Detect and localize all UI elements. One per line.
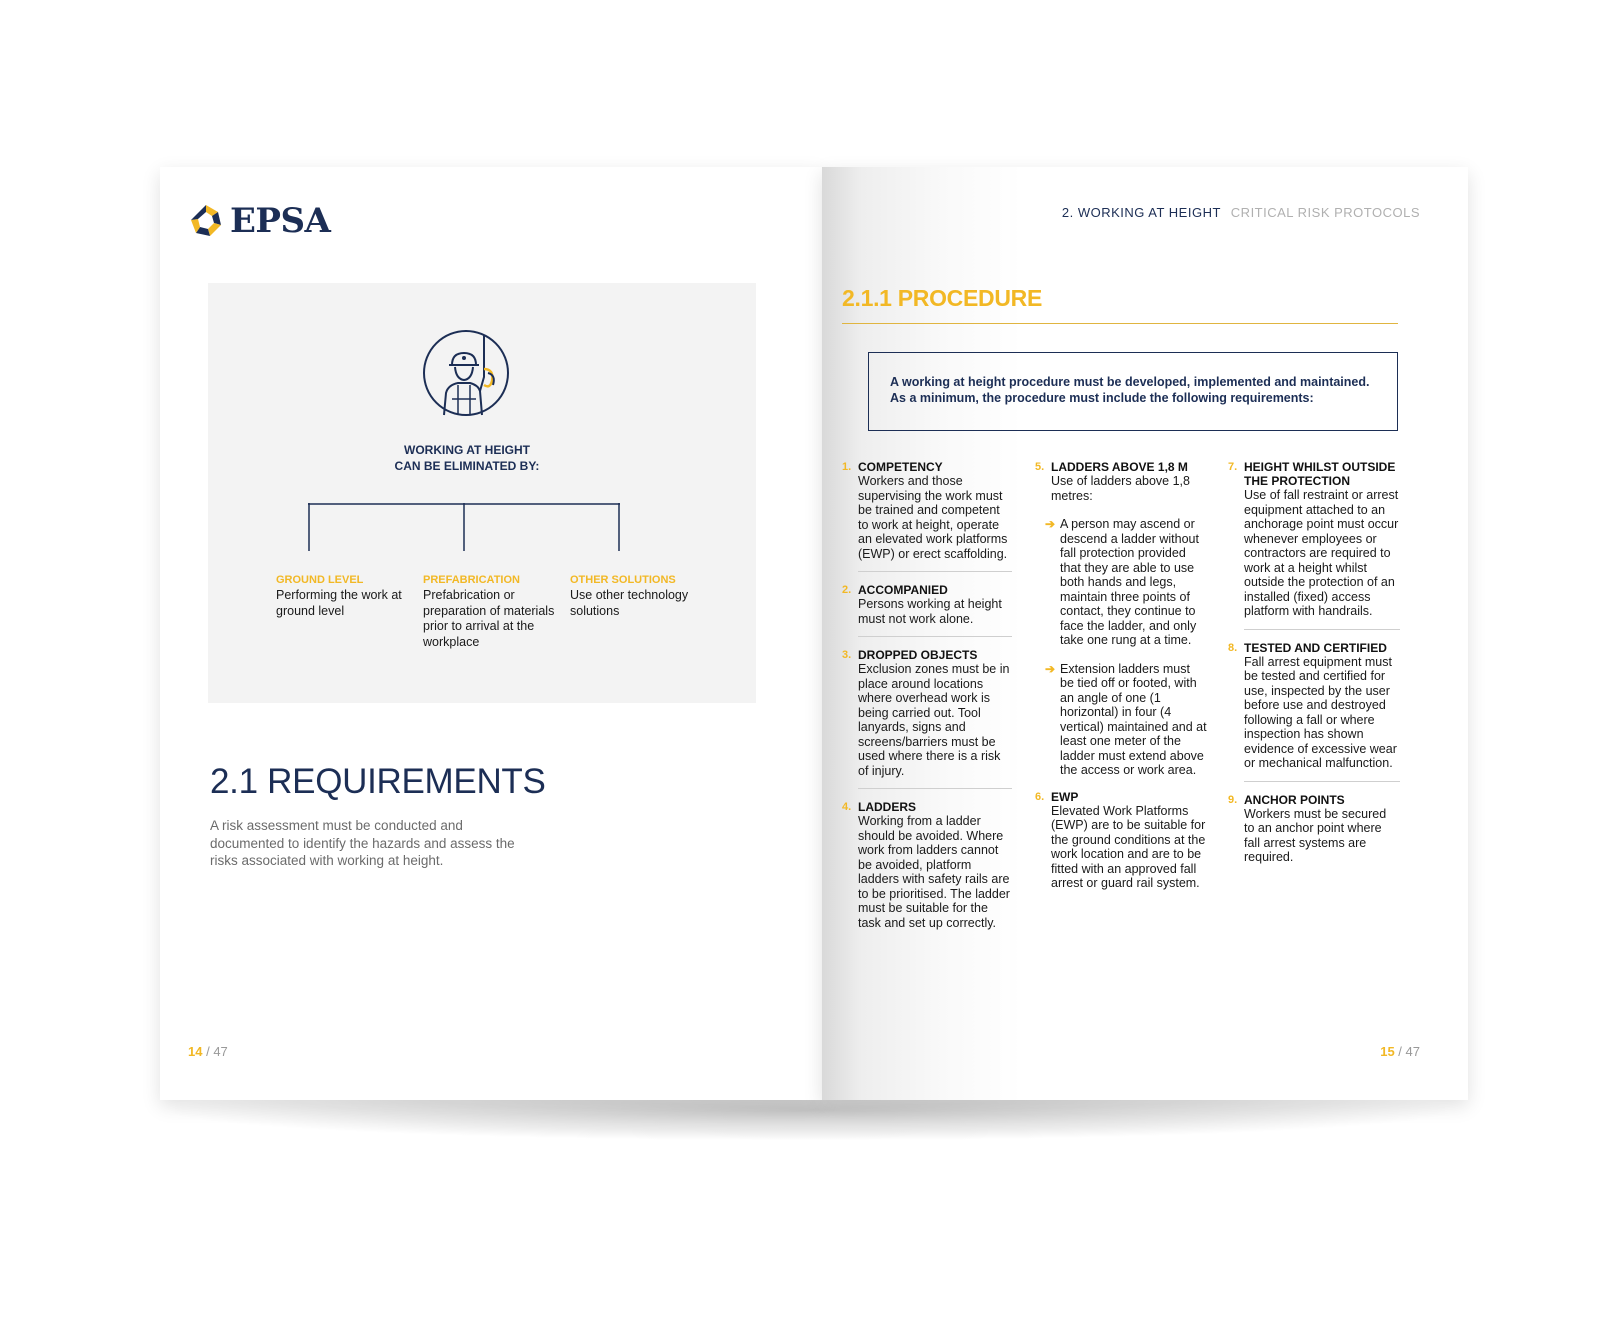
item-title: LADDERS ABOVE 1,8 M	[1051, 460, 1188, 474]
item-body: Workers must be secured to an anchor point where fall arrest systems are required.	[1244, 806, 1387, 864]
list-item	[1035, 790, 1207, 891]
panel-title-line2: CAN BE ELIMINATED BY:	[394, 459, 540, 473]
sub-bullet-text: Extension ladders must be tied off or footed, with an angle of one (1 horizontal) in four (4 vertical) maintained and at least one meter of the ladder must extend above the access or work area.	[1060, 661, 1207, 777]
divider	[858, 636, 1012, 637]
item-number: 9.	[1228, 793, 1238, 806]
worker-harness-icon	[422, 329, 510, 417]
header-section: 2. WORKING AT HEIGHT	[1061, 205, 1221, 220]
option-text: Use other technology solutions	[570, 588, 689, 618]
left-page	[160, 167, 822, 1100]
panel-title	[358, 442, 576, 474]
item-title: DROPPED OBJECTS	[858, 648, 978, 662]
list-item	[1228, 793, 1400, 865]
logo-text: EPSA	[230, 201, 331, 241]
item-body: Elevated Work Platforms (EWP) are to be suitable for the ground conditions at the work location and are to be fitted with an approved fall arrest or guard rail system.	[1051, 803, 1206, 890]
page-separator: /	[202, 1044, 214, 1059]
header-subtitle: CRITICAL RISK PROTOCOLS	[1230, 205, 1420, 220]
column-1	[842, 460, 1012, 930]
item-body: Working from a ladder should be avoided. Where work from ladders cannot be avoided, platform ladders with safety rails are to be prioritised. The ladder must be suitable for the task and set up correctly.	[858, 814, 1010, 930]
item-body: Exclusion zones must be in place around locations where overhead work is being carried out. Tool lanyards, signs and screens/barriers must be used where there is a risk of injury.	[858, 662, 1010, 778]
list-item	[842, 800, 1012, 930]
requirements-text: A risk assessment must be conducted and documented to identify the hazards and assess the risks associated with working at height.	[210, 818, 515, 868]
list-item	[1228, 641, 1400, 771]
divider	[858, 788, 1012, 789]
requirements-heading: 2.1 REQUIREMENTS	[210, 762, 546, 801]
column-2	[1035, 460, 1207, 891]
divider	[858, 571, 1012, 572]
option-title: OTHER SOLUTIONS	[570, 574, 676, 586]
sub-bullet-text: A person may ascend or descend a ladder without fall protection provided that they are able to use both hands and legs, maintain three points of contact, they continue to face the ladder, and only take one rung at a time.	[1060, 517, 1199, 647]
page-total: 47	[1405, 1044, 1420, 1059]
item-body: Persons working at height must not work alone.	[858, 597, 1002, 626]
option-ground-level	[276, 573, 416, 619]
item-number: 2.	[842, 584, 852, 596]
item-title: LADDERS	[858, 800, 917, 814]
list-item	[1228, 460, 1400, 619]
sub-bullet	[1035, 662, 1207, 778]
item-number: 5.	[1035, 461, 1045, 473]
page-number-left	[188, 1044, 228, 1059]
item-body: Fall arrest equipment must be tested and certified for use, inspected by the user before use and destroyed following a fall or where inspection has shown evidence of excessive wear or mechanical malfunction.	[1244, 654, 1397, 770]
panel-title-line1: WORKING AT HEIGHT	[404, 443, 530, 457]
item-title: COMPETENCY	[858, 460, 943, 474]
intro-box: A working at height procedure must be developed, implemented and maintained. As a minimum, the procedure must include the following requirements:	[868, 352, 1398, 431]
right-page	[822, 167, 1468, 1100]
arrow-right-icon: ➔	[1045, 517, 1056, 531]
item-body: Workers and those supervising the work must be trained and competent to work at height, operate an elevated work platforms (EWP) or erect scaffolding.	[858, 474, 1008, 561]
page-current: 14	[188, 1044, 203, 1059]
list-item	[842, 460, 1012, 561]
list-item	[842, 583, 1012, 626]
elimination-panel	[208, 283, 756, 703]
option-title: GROUND LEVEL	[276, 574, 364, 586]
item-title: HEIGHT WHILST OUTSIDE THE PROTECTION	[1244, 460, 1396, 488]
page-separator: /	[1394, 1044, 1406, 1059]
item-number: 6.	[1035, 790, 1045, 803]
item-number: 8.	[1228, 641, 1238, 654]
item-body: Use of fall restraint or arrest equipment attached to an anchorage point must occur whenever employees or contractors are required to work at a height whilst outside the protection of an installed (fixed) access platform with handrails.	[1244, 488, 1399, 618]
procedure-heading: 2.1.1 PROCEDURE	[842, 285, 1043, 311]
item-title: ACCOMPANIED	[858, 583, 948, 597]
divider	[1244, 781, 1400, 782]
option-other-solutions	[570, 573, 710, 619]
sub-bullet	[1035, 517, 1207, 648]
item-number: 7.	[1228, 461, 1238, 473]
epsa-logo-icon	[188, 203, 224, 239]
column-3	[1228, 460, 1400, 865]
option-prefabrication	[423, 573, 563, 650]
divider	[1244, 629, 1400, 630]
page-number-right	[1380, 1044, 1420, 1059]
epsa-logo	[188, 201, 330, 241]
heading-rule	[842, 323, 1398, 324]
option-text: Prefabrication or preparation of materials prior to arrival at the workplace	[423, 588, 555, 649]
item-body: Use of ladders above 1,8 metres:	[1051, 474, 1190, 503]
item-number: 4.	[842, 801, 852, 813]
branch-connector	[308, 503, 628, 553]
item-number: 1.	[842, 461, 852, 473]
item-title: EWP	[1051, 789, 1079, 804]
list-item	[842, 648, 1012, 778]
running-header	[1062, 205, 1420, 220]
arrow-right-icon: ➔	[1045, 661, 1056, 676]
item-title: ANCHOR POINTS	[1244, 792, 1345, 807]
page-current: 15	[1380, 1044, 1395, 1059]
option-text: Performing the work at ground level	[276, 588, 402, 618]
item-title: TESTED AND CERTIFIED	[1244, 640, 1387, 655]
option-title: PREFABRICATION	[423, 574, 520, 586]
item-number: 3.	[842, 649, 852, 661]
list-item	[1035, 460, 1207, 503]
page-total: 47	[213, 1044, 228, 1059]
